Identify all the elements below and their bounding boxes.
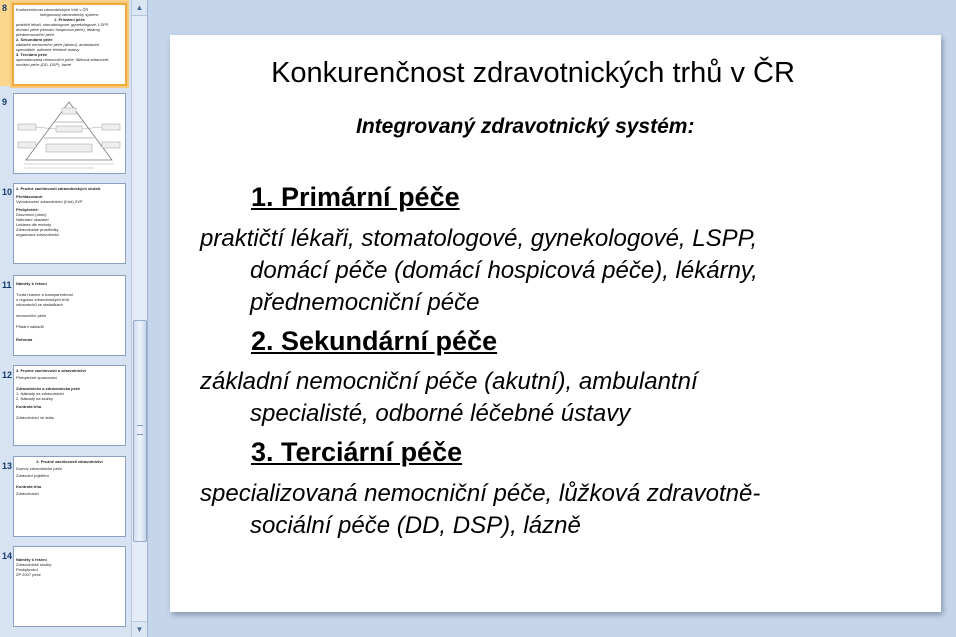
thumbnail-number: 9 <box>2 97 8 107</box>
thumbnail-text: Zdravotnictví <box>16 491 39 496</box>
section-body-primary[interactable] <box>200 223 758 319</box>
scrollbar-thumb[interactable] <box>133 320 147 542</box>
thumbnail-number: 14 <box>2 551 13 561</box>
body-line: specialisté, odborné léčebné ústavy <box>250 400 631 427</box>
thumbnail-text: Přebytečné: <box>16 207 39 212</box>
thumbnail-content <box>16 549 123 624</box>
thumbnail-text: Náhradní ukazatel <box>16 217 49 222</box>
slide-thumbnail-8[interactable] <box>12 3 127 86</box>
scrollbar-grip-icon <box>137 425 143 435</box>
thumbnail-content <box>16 368 123 443</box>
thumbnail-text: Přebytečné zpracování <box>16 375 57 380</box>
thumbnail-text: Kontrola trhu <box>16 484 42 489</box>
thumbnail-text: domácí péče (domácí hospicová péče), lékárny, <box>16 27 101 32</box>
thumbnail-text: 2. Pružné zachlovosti zdravotnických služeb <box>16 186 101 191</box>
thumbnail-text: 1. Náklady na zdravotnictví <box>16 391 65 396</box>
thumbnail-text: Přidání nákladů <box>16 324 44 329</box>
thumbnail-content <box>16 278 123 353</box>
thumbnail-text: Domov zdravotnické péče <box>16 466 63 471</box>
thumbnail-text: Kontrola trhu <box>16 404 42 409</box>
thumbnail-text: ZP 2007 péče <box>16 572 41 577</box>
thumbnail-text: základní nemocniční péče (akutní), ambulantní <box>16 42 99 47</box>
section-heading-primary[interactable]: 1. Primární péče <box>251 182 460 212</box>
section-heading-secondary[interactable]: 2. Sekundární péče <box>251 326 498 356</box>
slide-title[interactable]: Konkurenčnost zdravotnických trhů v ČR <box>271 57 795 89</box>
thumbnail-text: 3. Terciární péče <box>16 52 48 57</box>
thumbnail-content <box>16 7 123 82</box>
slide-thumbnail-pane <box>0 0 148 637</box>
thumbnail-number: 12 <box>2 370 13 380</box>
thumbnail-text: Zdravotnictví ve státu <box>16 415 55 420</box>
thumbnail-text: Poskytování <box>16 567 38 572</box>
thumbnail-text: 2. Sekundární péče <box>16 37 53 42</box>
thumbnail-text: o regulaci zdravotnických trhů <box>16 297 69 302</box>
slide-thumbnail-10[interactable] <box>13 183 126 264</box>
body-line: sociální péče (DD, DSP), lázně <box>250 512 581 539</box>
thumbnail-number: 11 <box>2 280 12 290</box>
thumbnail-text: Tvrdá hranice a transparentnost <box>16 292 73 297</box>
thumbnail-content <box>16 186 123 261</box>
slide-editing-area <box>148 0 956 637</box>
thumbnail-text: zdravotníků ve statistikách <box>16 302 63 307</box>
section-heading-tertiary[interactable]: 3. Terciární péče <box>251 437 463 467</box>
slide-thumbnail-11[interactable] <box>13 275 126 356</box>
thumbnail-text: specialisté, odborné léčebné ústavy <box>16 47 80 52</box>
thumbnail-text: Vyhodnocení zdravotnictví (Kód) ZVP <box>16 199 83 204</box>
thumbnail-text: specializovaná nemocniční péče, lůžková zdravotně- <box>16 57 110 62</box>
slide-thumbnail-13[interactable] <box>13 456 126 537</box>
scroll-down-arrow-icon[interactable]: ▼ <box>132 621 147 637</box>
section-body-secondary[interactable] <box>200 366 698 430</box>
slide-thumbnail-9[interactable] <box>13 93 126 174</box>
thumbnail-number: 10 <box>2 187 13 197</box>
thumbnail-text: praktičtí lékaři, stomatologové, gynekologové, LSPP, <box>16 22 109 27</box>
thumbnail-text: přednemocniční péče <box>16 32 55 37</box>
thumbnail-text: Reforma <box>16 337 33 342</box>
thumbnail-text: Náměty k řešení <box>16 281 47 286</box>
slide-subtitle[interactable]: Integrovaný zdravotnický systém: <box>356 115 695 138</box>
thumbnail-text: 2. Pružné zachlovosti zdravotnictví <box>36 459 103 464</box>
body-line: základní nemocniční péče (akutní), ambulantní <box>200 368 698 395</box>
thumbnail-content <box>16 459 123 534</box>
section-body-tertiary[interactable] <box>200 478 760 542</box>
thumbnail-pane-scrollbar[interactable] <box>131 0 147 637</box>
thumbnail-text: Lékárna dle metody <box>16 222 52 227</box>
thumbnail-text: Zdravotnické prostředky <box>16 227 59 232</box>
thumbnail-text: Integrovaný zdravotnický systém: <box>39 12 100 17</box>
thumbnail-text: Zdravotní pojištění <box>16 473 49 478</box>
slide-thumbnail-12[interactable] <box>13 365 126 446</box>
thumbnail-text: Zdravotnické služby <box>16 562 52 567</box>
thumbnail-text: Konkurenčnost zdravotnických trhů v ČR <box>16 7 89 12</box>
thumbnail-text: Dravotníci (obec) <box>16 212 47 217</box>
thumbnail-text: nemocniční péče <box>16 313 47 318</box>
body-line: domácí péče (domácí hospicová péče), lékárny, <box>250 257 758 284</box>
thumbnail-number: 13 <box>2 461 13 471</box>
slide-canvas[interactable] <box>170 35 941 612</box>
thumbnail-text: 1. Primární péče <box>54 17 85 22</box>
body-line: přednemocniční péče <box>250 289 480 316</box>
thumbnail-text: 3. Pružné zachlovosti a zdravotnictví <box>16 368 86 373</box>
body-line: praktičtí lékaři, stomatologové, gynekologové, LSPP, <box>200 225 758 252</box>
thumbnail-text: Přehlasované: <box>16 194 44 199</box>
thumbnail-text: sociální péče (DD, DSP), lázně <box>16 62 72 67</box>
pyramid-diagram-thumbnail <box>14 94 125 173</box>
thumbnail-text: organizace zdravotnictví <box>16 232 60 237</box>
scroll-up-arrow-icon[interactable]: ▲ <box>132 0 147 16</box>
slide-thumbnail-14[interactable] <box>13 546 126 627</box>
thumbnail-text: 2. Náklady na služby <box>16 396 53 401</box>
thumbnail-number: 8 <box>2 3 8 13</box>
thumbnail-text: Zdravotnictví a zdravotnická péče <box>16 386 81 391</box>
body-line: specializovaná nemocniční péče, lůžková zdravotně- <box>200 480 761 507</box>
thumbnail-text: Náměty k řešení <box>16 557 47 562</box>
